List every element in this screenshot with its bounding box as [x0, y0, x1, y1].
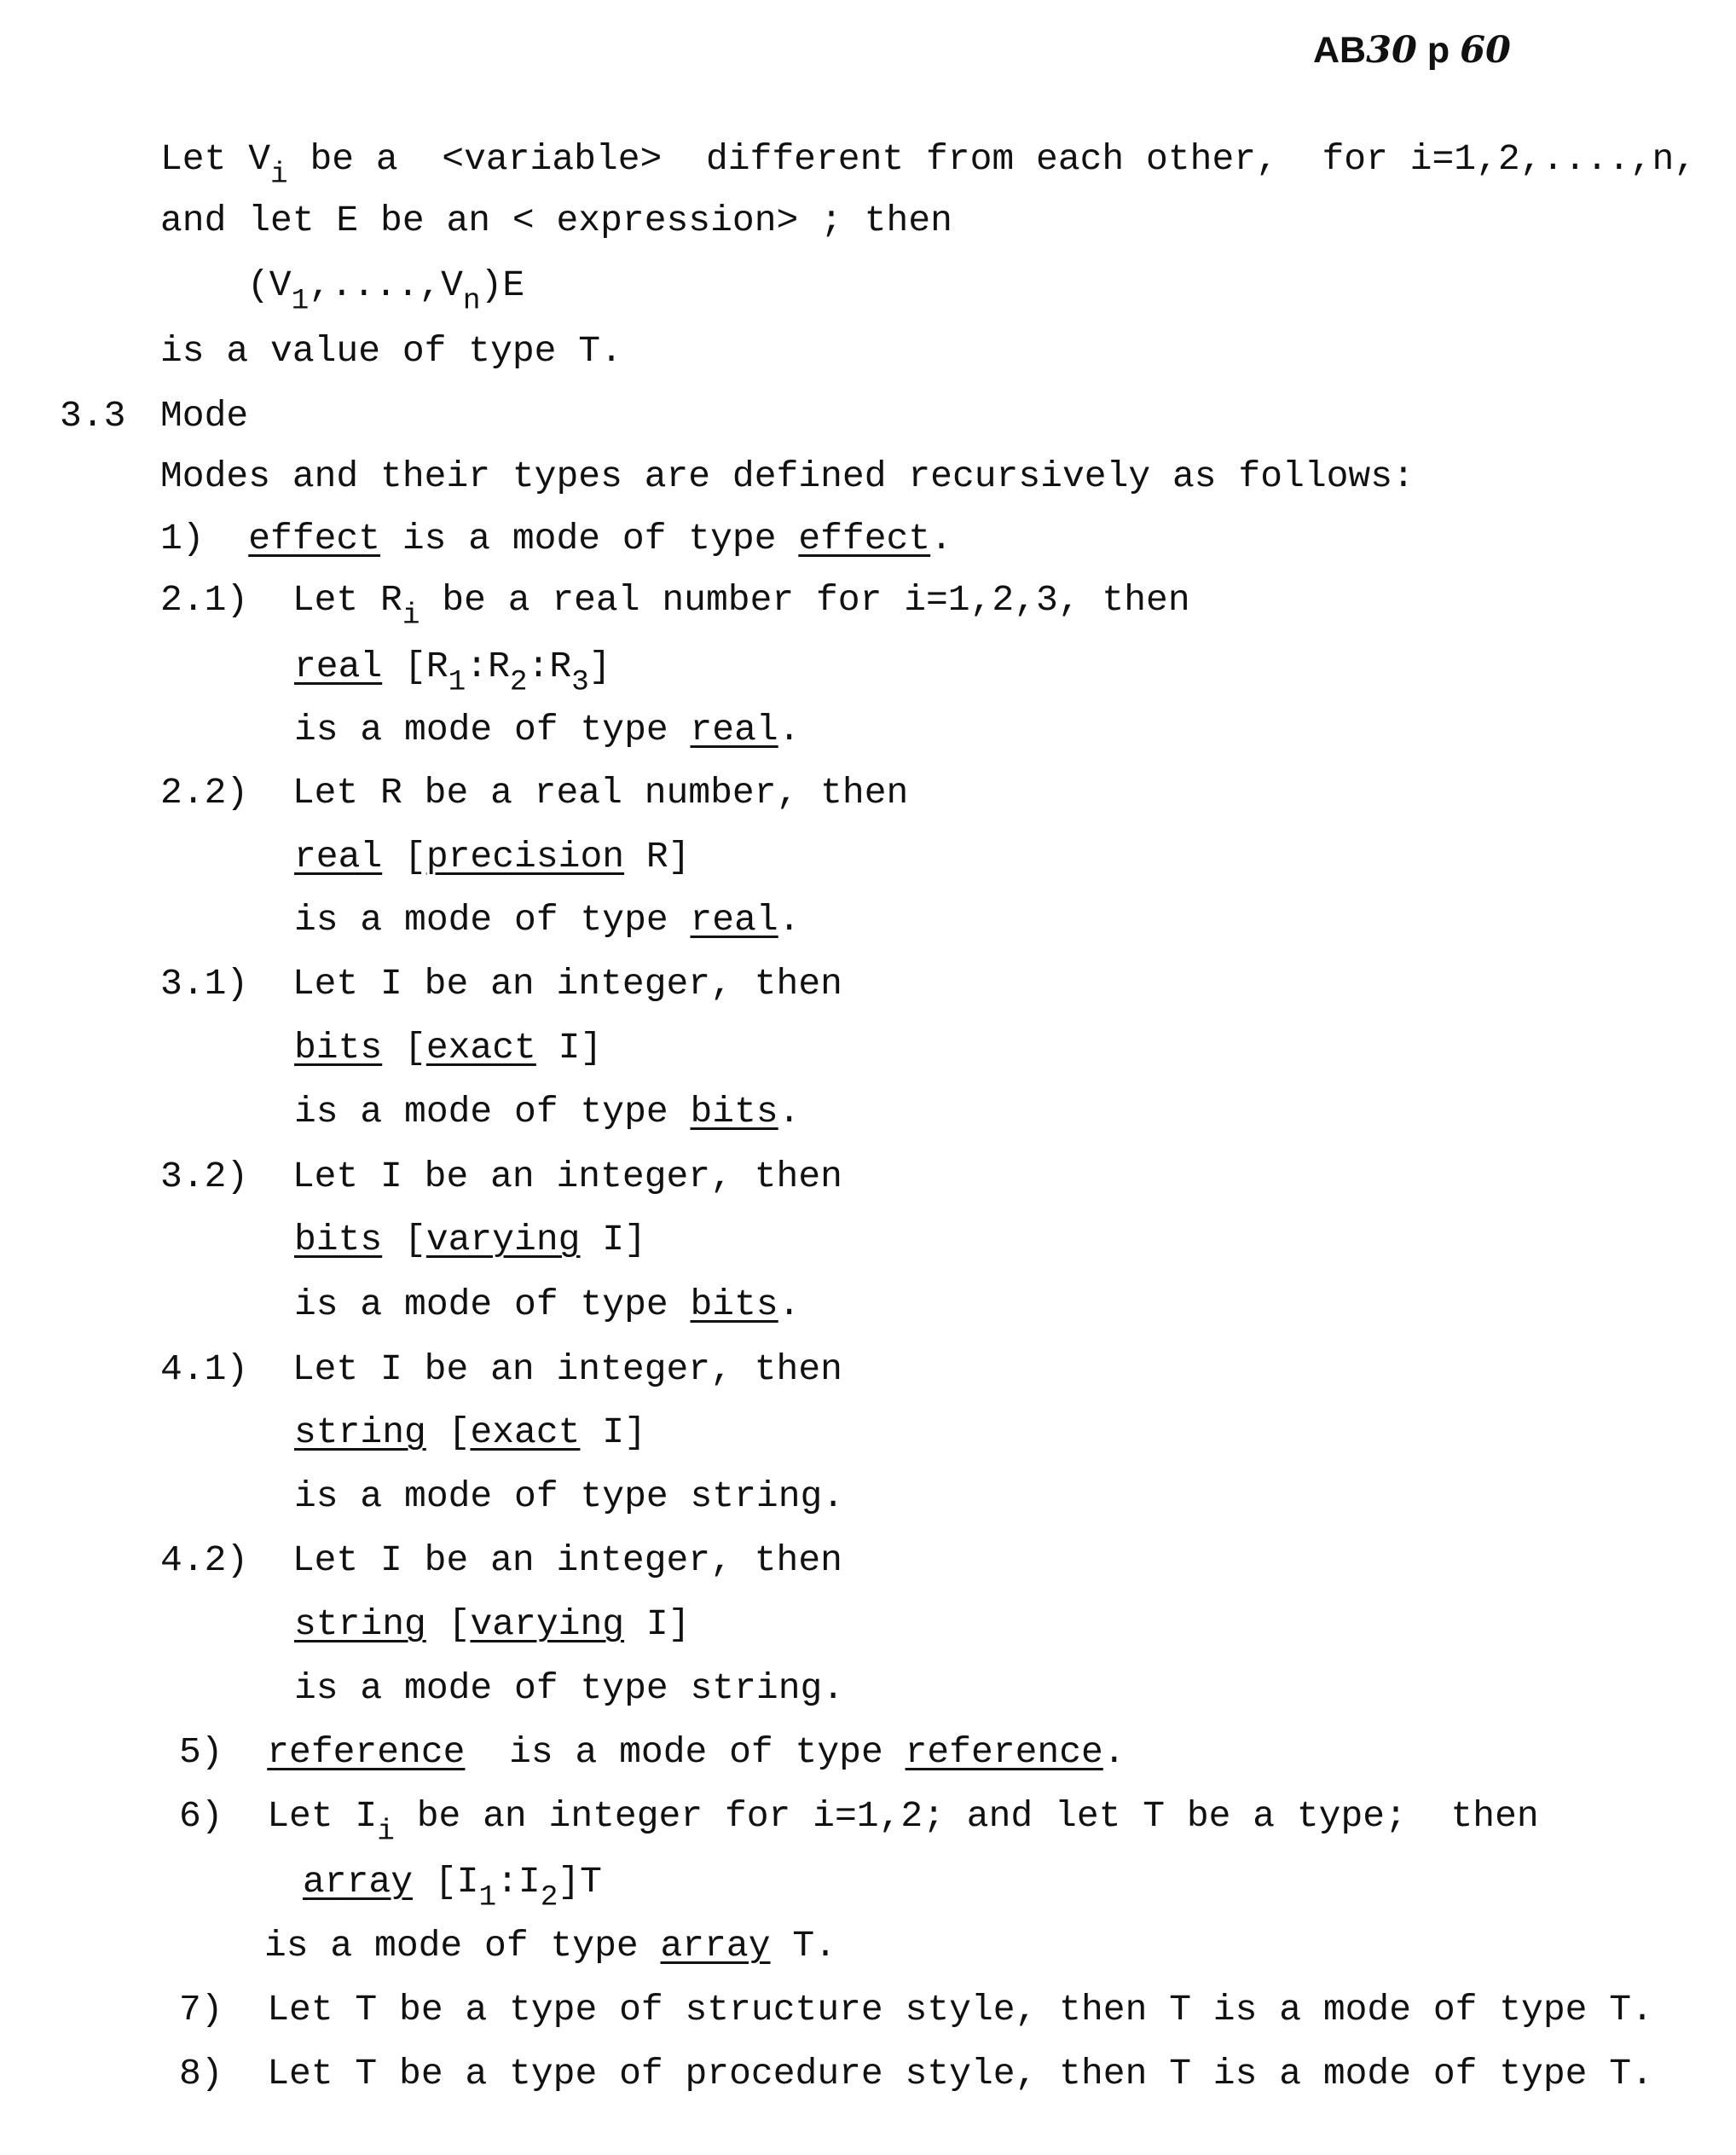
intro-line-2: and let E be an < expression> ; then: [160, 200, 952, 241]
page-reference: AB30 p 60: [1313, 29, 1511, 72]
list-item-2-1-type: is a mode of type real.: [294, 709, 801, 750]
intro-line-1: Let $V_i$ be a <variable> different from each other, for i=1,2,....,n,: [160, 138, 1697, 192]
list-item-1: 1) effect is a mode of type effect.: [160, 518, 952, 559]
section-title: Mode: [160, 395, 249, 437]
section-number: 3.3: [60, 395, 126, 437]
list-item-3-1-type: is a mode of type bits.: [294, 1091, 801, 1133]
list-item-3-2-type: is a mode of type bits.: [294, 1283, 801, 1325]
list-item-4-2-type: is a mode of type string.: [294, 1667, 845, 1709]
list-item-6: 6) Let $I_i$ be an integer for i=1,2; and let T be a type; then: [179, 1795, 1539, 1849]
list-item-3-2: 3.2) Let I be an integer, then: [160, 1156, 842, 1197]
list-item-4-1-mode: string [exact I]: [294, 1411, 646, 1453]
list-item-2-2: 2.2) Let R be a real number, then: [160, 772, 909, 814]
list-item-3-2-mode: bits [varying I]: [294, 1219, 646, 1260]
list-item-3-1: 3.1) Let I be an integer, then: [160, 963, 842, 1005]
list-item-4-2: 4.2) Let I be an integer, then: [160, 1539, 842, 1581]
intro-line-4: is a value of type T.: [160, 330, 622, 372]
list-item-4-2-mode: string [varying I]: [294, 1603, 691, 1645]
list-item-4-1: 4.1) Let I be an integer, then: [160, 1348, 842, 1390]
list-item-2-2-mode: real [precision R]: [294, 836, 691, 878]
list-item-8: 8) Let T be a type of procedure style, then T is a mode of type T.: [179, 2053, 1653, 2094]
list-item-2-1: 2.1) Let $R_i$ be a real number for i=1,2,3, then: [160, 579, 1190, 633]
list-item-4-1-type: is a mode of type string.: [294, 1475, 845, 1517]
list-item-3-1-mode: bits [exact I]: [294, 1027, 603, 1069]
intro-formula: $(V_1,....,V_n)E$: [247, 264, 525, 318]
list-item-2-2-type: is a mode of type real.: [294, 899, 801, 941]
list-item-5: 5) reference is a mode of type reference.: [179, 1731, 1126, 1773]
list-item-2-1-mode: real $[R_1:R_2:R_3]$: [294, 646, 611, 699]
list-item-6-type: is a mode of type array T.: [264, 1925, 836, 1967]
list-item-6-mode: array $[I_1:I_2]T$: [303, 1861, 602, 1915]
section-lead: Modes and their types are defined recursively as follows:: [160, 455, 1415, 497]
list-item-7: 7) Let T be a type of structure style, then T is a mode of type T.: [179, 1989, 1653, 2030]
